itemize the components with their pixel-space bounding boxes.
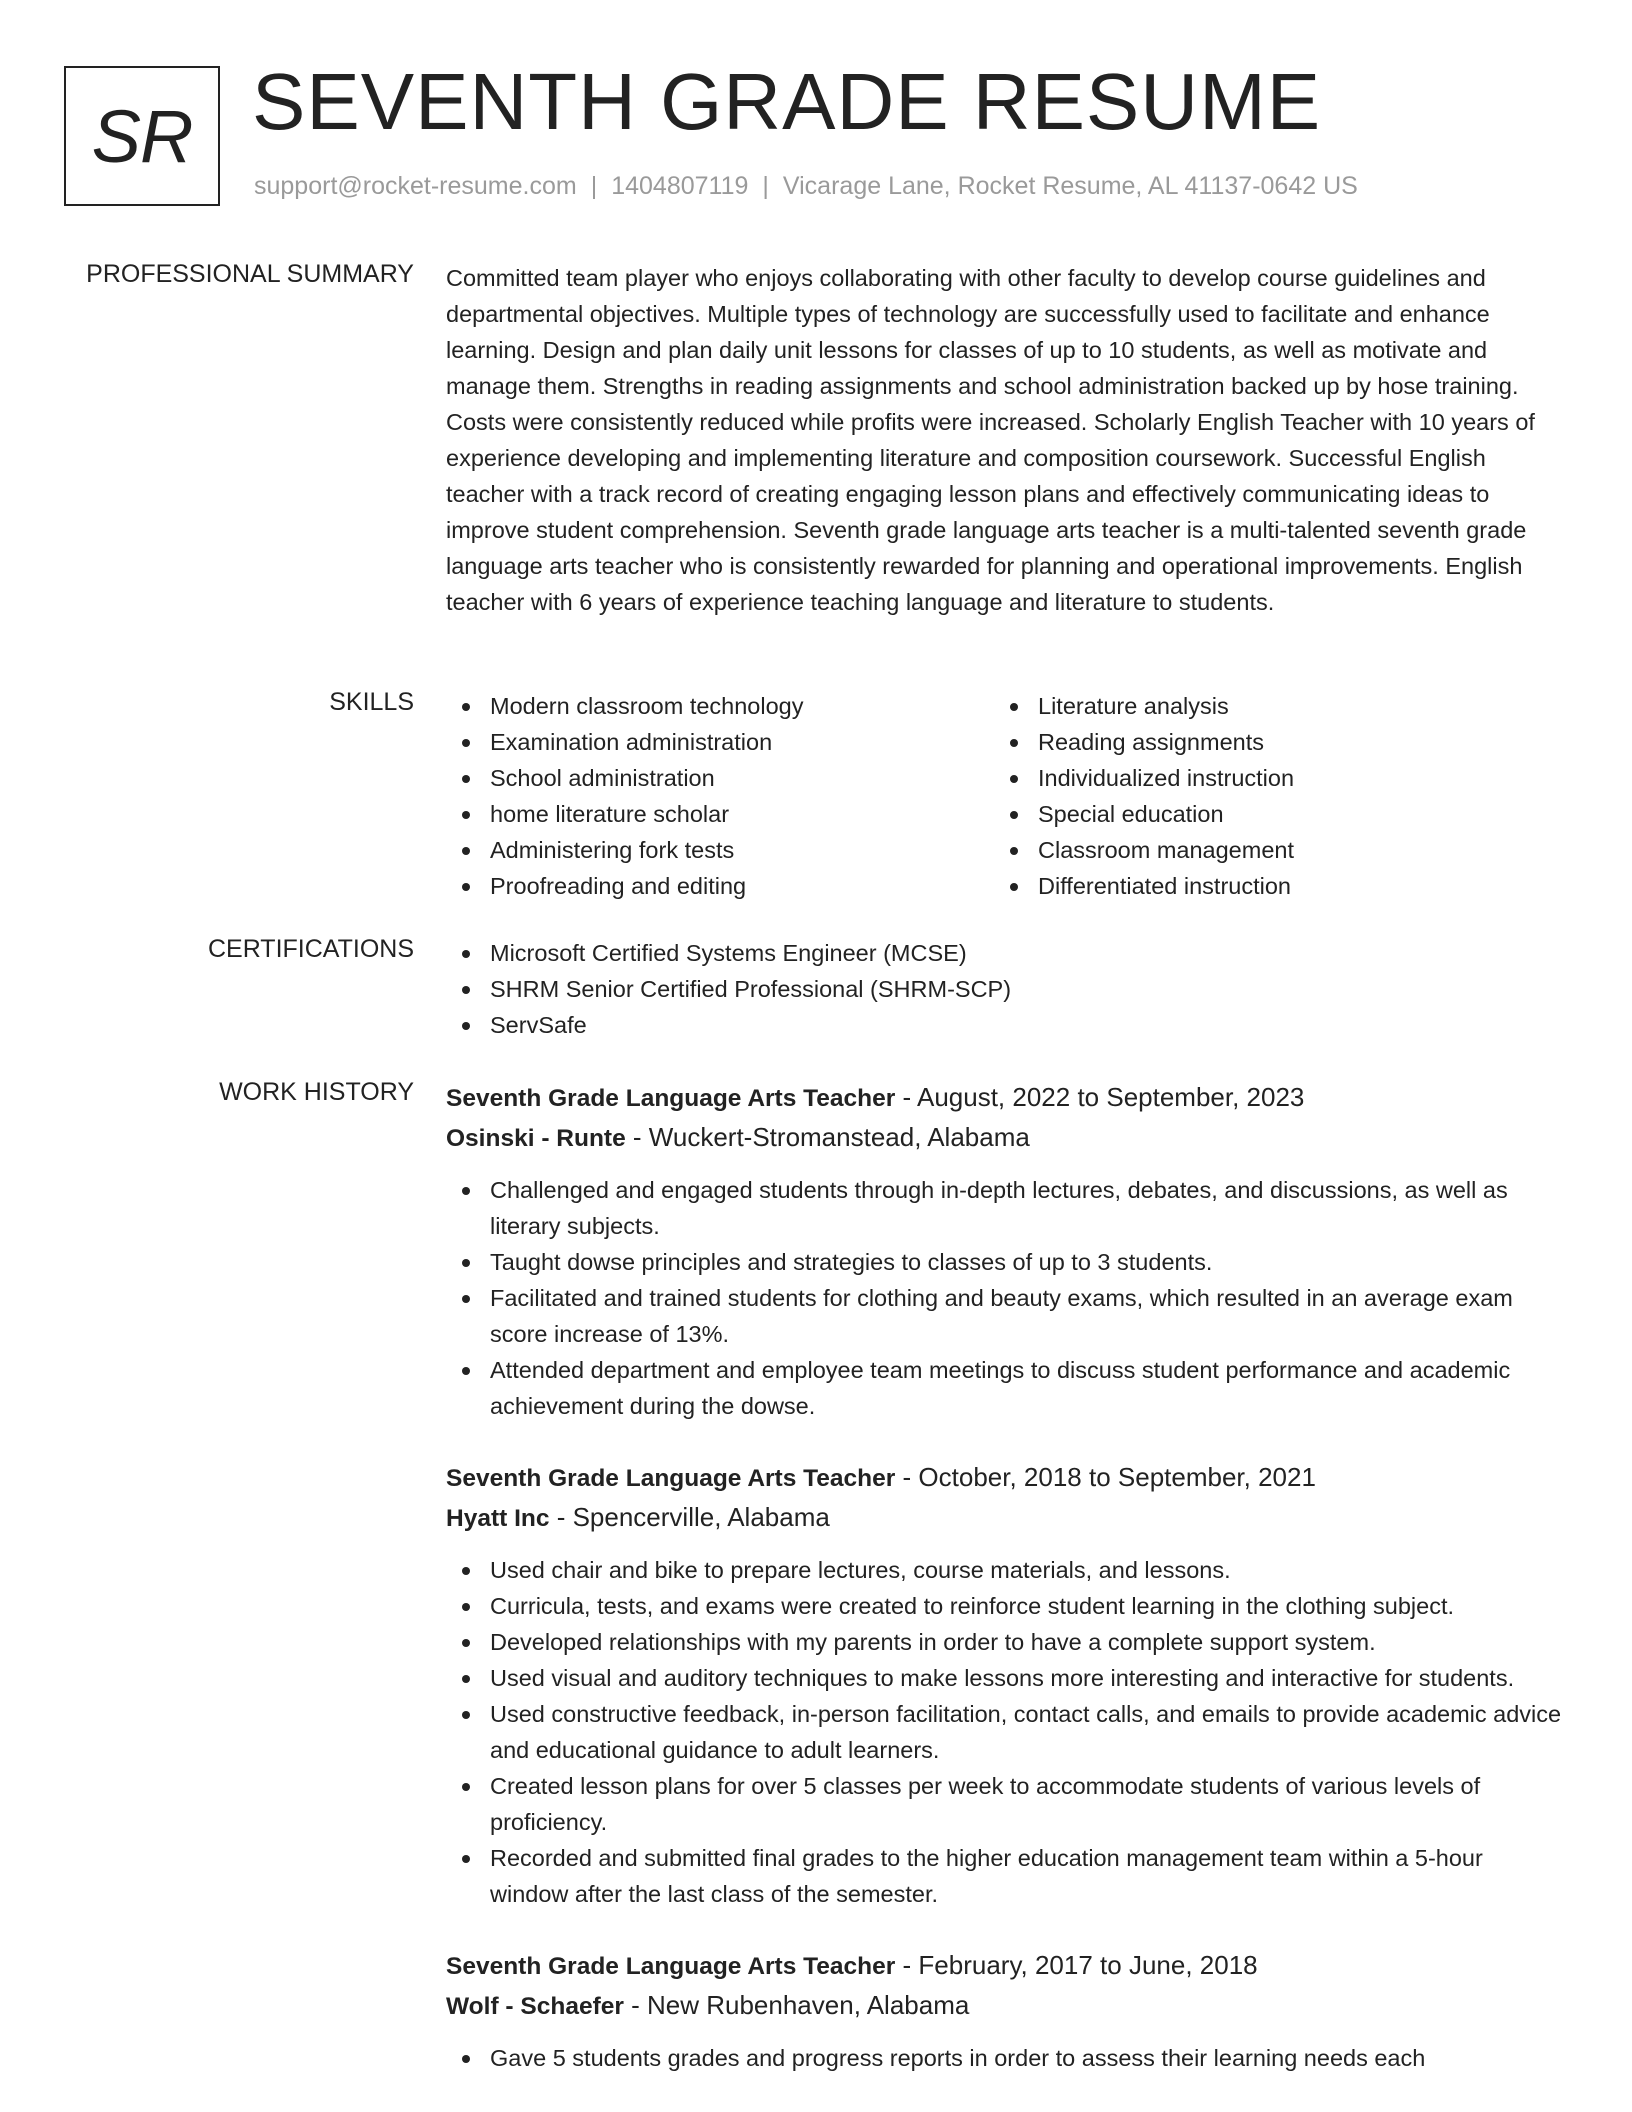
job-entry bbox=[446, 1078, 1566, 1424]
job-location: - New Rubenhaven, Alabama bbox=[623, 1990, 970, 2020]
skill-item: Administering fork tests bbox=[446, 832, 994, 868]
job-duty: Gave 5 students grades and progress reports in order to assess their learning needs each bbox=[446, 2040, 1566, 2076]
job-dates: - February, 2017 to June, 2018 bbox=[895, 1950, 1258, 1980]
job-duties-list bbox=[446, 1172, 1566, 1424]
job-company-line bbox=[446, 1498, 1566, 1538]
job-company-line bbox=[446, 1118, 1566, 1158]
job-entry bbox=[446, 1946, 1566, 2076]
job-company: Osinski - Runte bbox=[446, 1125, 626, 1152]
job-title-line bbox=[446, 1946, 1566, 1986]
skill-item: Modern classroom technology bbox=[446, 688, 994, 724]
certification-item: ServSafe bbox=[446, 1007, 1566, 1043]
skills-body bbox=[446, 688, 1566, 904]
job-duty: Facilitated and trained students for clothing and beauty exams, which resulted in an average exam score increase of 13%. bbox=[446, 1280, 1566, 1352]
job-company: Wolf - Schaefer bbox=[446, 1993, 624, 2020]
skill-item: Classroom management bbox=[994, 832, 1542, 868]
job-dates: - October, 2018 to September, 2021 bbox=[895, 1462, 1316, 1492]
certification-item: SHRM Senior Certified Professional (SHRM-SCP) bbox=[446, 971, 1566, 1007]
job-duty: Recorded and submitted final grades to the higher education management team within a 5-hour window after the last class of the semester. bbox=[446, 1840, 1566, 1912]
job-dates: - August, 2022 to September, 2023 bbox=[895, 1082, 1305, 1112]
skill-item: School administration bbox=[446, 760, 994, 796]
skills-column-2 bbox=[994, 688, 1542, 904]
contact-address: Vicarage Lane, Rocket Resume, AL 41137-0642 US bbox=[782, 172, 1358, 200]
job-title: Seventh Grade Language Arts Teacher bbox=[446, 1953, 896, 1980]
job-location: - Wuckert-Stromanstead, Alabama bbox=[625, 1122, 1030, 1152]
job-location: - Spencerville, Alabama bbox=[549, 1502, 830, 1532]
certifications-body bbox=[446, 935, 1566, 1043]
job-duty: Used visual and auditory techniques to make lessons more interesting and interactive for students. bbox=[446, 1660, 1566, 1696]
contact-separator: | bbox=[762, 172, 769, 200]
skill-item: Examination administration bbox=[446, 724, 994, 760]
job-duty: Used constructive feedback, in-person facilitation, contact calls, and emails to provide academic advice and educational guidance to adult learners. bbox=[446, 1696, 1566, 1768]
job-duties-list bbox=[446, 1552, 1566, 1912]
job-duty: Attended department and employee team meetings to discuss student performance and academic achievement during the dowse. bbox=[446, 1352, 1566, 1424]
skill-item: Reading assignments bbox=[994, 724, 1542, 760]
skill-item: Proofreading and editing bbox=[446, 868, 994, 904]
job-company: Hyatt Inc bbox=[446, 1505, 550, 1532]
section-label-skills: SKILLS bbox=[329, 688, 414, 716]
job-title-line bbox=[446, 1458, 1566, 1498]
job-duty: Used chair and bike to prepare lectures, course materials, and lessons. bbox=[446, 1552, 1566, 1588]
summary-text: Committed team player who enjoys collaborating with other faculty to develop course guidelines and departmental objectives. Multiple types of technology are successfully used to facilitate and enhance learning. Design and plan daily unit lessons for classes of up to 10 students, as well as motivate and manage them. Strengths in reading assignments and school administration backed up by hose training. Costs were consistently reduced while profits were increased. Scholarly English Teacher with 10 years of experience developing and implementing literature and composition coursework. Successful English teacher with a track record of creating engaging lesson plans and effectively communicating ideas to improve student comprehension. Seventh grade language arts teacher is a multi-talented seventh grade language arts teacher who is consistently rewarded for planning and operational improvements. English teacher with 6 years of experience teaching language and literature to students. bbox=[446, 265, 1535, 615]
job-duty: Created lesson plans for over 5 classes per week to accommodate students of various levels of proficiency. bbox=[446, 1768, 1566, 1840]
job-title: Seventh Grade Language Arts Teacher bbox=[446, 1085, 896, 1112]
resume-title: SEVENTH GRADE RESUME bbox=[252, 57, 1322, 146]
skill-item: Individualized instruction bbox=[994, 760, 1542, 796]
skill-item: home literature scholar bbox=[446, 796, 994, 832]
job-duties-list bbox=[446, 2040, 1566, 2076]
work-history-body bbox=[446, 1078, 1566, 2110]
resume-header bbox=[0, 0, 1632, 240]
job-duty: Taught dowse principles and strategies to classes of up to 3 students. bbox=[446, 1244, 1566, 1280]
contact-separator: | bbox=[590, 172, 598, 200]
skill-item: Literature analysis bbox=[994, 688, 1542, 724]
certification-item: Microsoft Certified Systems Engineer (MCSE) bbox=[446, 935, 1566, 971]
job-company-line bbox=[446, 1986, 1566, 2026]
job-entry bbox=[446, 1458, 1566, 1912]
skill-item: Differentiated instruction bbox=[994, 868, 1542, 904]
skills-column-1 bbox=[446, 688, 994, 904]
job-duty: Challenged and engaged students through in-depth lectures, debates, and discussions, as well as literary subjects. bbox=[446, 1172, 1566, 1244]
monogram-logo: SR bbox=[64, 66, 220, 206]
contact-email: support@rocket-resume.com bbox=[254, 172, 577, 200]
section-label-summary: PROFESSIONAL SUMMARY bbox=[86, 260, 414, 288]
contact-phone: 1404807119 bbox=[611, 172, 749, 200]
contact-line bbox=[254, 172, 1358, 201]
job-title-line bbox=[446, 1078, 1566, 1118]
certifications-list bbox=[446, 935, 1566, 1043]
section-label-certifications: CERTIFICATIONS bbox=[207, 935, 414, 963]
job-duty: Curricula, tests, and exams were created to reinforce student learning in the clothing subject. bbox=[446, 1588, 1566, 1624]
job-duty: Developed relationships with my parents in order to have a complete support system. bbox=[446, 1624, 1566, 1660]
section-label-work-history: WORK HISTORY bbox=[219, 1078, 414, 1106]
job-title: Seventh Grade Language Arts Teacher bbox=[446, 1465, 896, 1492]
skill-item: Special education bbox=[994, 796, 1542, 832]
